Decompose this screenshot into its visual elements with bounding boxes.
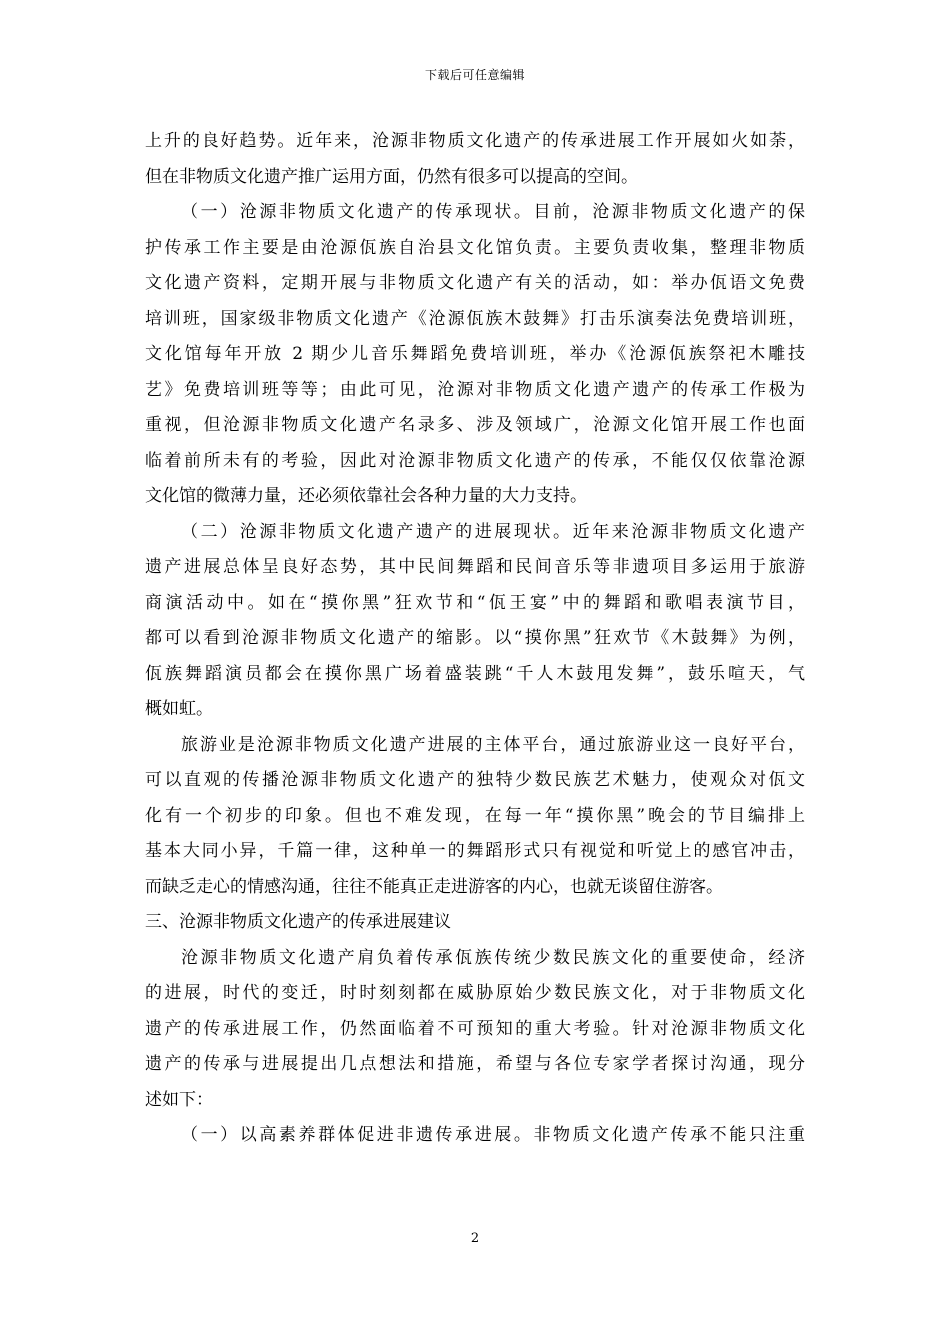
text-line: 概如虹。 [145,699,213,719]
text-line: 的进展，时代的变迁，时时刻刻都在威胁原始少数民族文化，对于非物质文化 [145,983,805,1003]
text-line: 文化馆的微薄力量，还必须依靠社会各种力量的大力支持。 [145,486,587,506]
text-line: （一）沧源非物质文化遗产的传承现状。目前，沧源非物质文化遗产的保 [181,202,805,222]
text-line: 沧源非物质文化遗产肩负着传承佤族传统少数民族文化的重要使命，经济 [181,947,805,968]
text-line: 护传承工作主要是由沧源佤族自治县文化馆负责。主要负责收集，整理非物质 [145,237,805,258]
text-line: 文化遗产资料，定期开展与非物质文化遗产有关的活动，如：举办佤语文免费 [145,273,805,293]
text-line: 商演活动中。如在“摸你黑”狂欢节和“佤王宴”中的舞蹈和歌唱表演节目， [145,592,805,613]
text-line: 艺》免费培训班等等；由此可见，沧源对非物质文化遗产遗产的传承工作极为 [145,379,805,400]
text-line: 述如下： [145,1089,213,1110]
page-header: 下载后可任意编辑 [424,68,525,82]
text-line: 遗产的传承与进展提出几点想法和措施，希望与各位专家学者探讨沟通，现分 [145,1054,805,1074]
text-line: 上升的良好趋势。近年来，沧源非物质文化遗产的传承进展工作开展如火如荼， [145,131,805,151]
text-line: 培训班，国家级非物质文化遗产《沧源佤族木鼓舞》打击乐演奏法免费培训班， [145,308,805,329]
text-line: 遗产进展总体呈良好态势，其中民间舞蹈和民间音乐等非遗项目多运用于旅游 [145,557,805,577]
text-line: 临着前所未有的考验，因此对沧源非物质文化遗产的传承，不能仅仅依靠沧源 [145,450,805,471]
body-text [145,124,805,1154]
text-line: 文化馆每年开放 2 期少儿音乐舞蹈免费培训班，举办《沧源佤族祭祀木雕技 [145,344,805,364]
text-line: （二）沧源非物质文化遗产遗产的进展现状。近年来沧源非物质文化遗产 [181,521,805,542]
text-line: 佤族舞蹈演员都会在摸你黑广场着盛装跳“千人木鼓甩发舞”，鼓乐喧天，气 [145,663,805,684]
text-line: 基本大同小异，千篇一律，这种单一的舞蹈形式只有视觉和听觉上的感官冲击， [145,841,805,861]
text-line: 化有一个初步的印象。但也不难发现，在每一年“摸你黑”晚会的节目编排上 [145,805,805,826]
text-line: 而缺乏走心的情感沟通，往往不能真正走进游客的内心，也就无谈留住游客。 [145,876,723,897]
text-line: 旅游业是沧源非物质文化遗产进展的主体平台，通过旅游业这一良好平台， [181,734,805,755]
text-line: 重视，但沧源非物质文化遗产名录多、涉及领域广，沧源文化馆开展工作也面 [145,415,805,435]
page-number: 2 [470,1231,480,1246]
text-line: （一）以高素养群体促进非遗传承进展。非物质文化遗产传承不能只注重 [181,1125,805,1145]
text-line: 都可以看到沧源非物质文化遗产的缩影。以“摸你黑”狂欢节《木鼓舞》为例， [145,628,805,648]
text-line: 遗产的传承进展工作，仍然面临着不可预知的重大考验。针对沧源非物质文化 [145,1018,805,1039]
text-line: 但在非物质文化遗产推广运用方面，仍然有很多可以提高的空间。 [145,166,638,187]
text-line: 可以直观的传播沧源非物质文化遗产的独特少数民族艺术魅力，使观众对佤文 [145,770,805,790]
text-line: 三、沧源非物质文化遗产的传承进展建议 [145,912,451,932]
